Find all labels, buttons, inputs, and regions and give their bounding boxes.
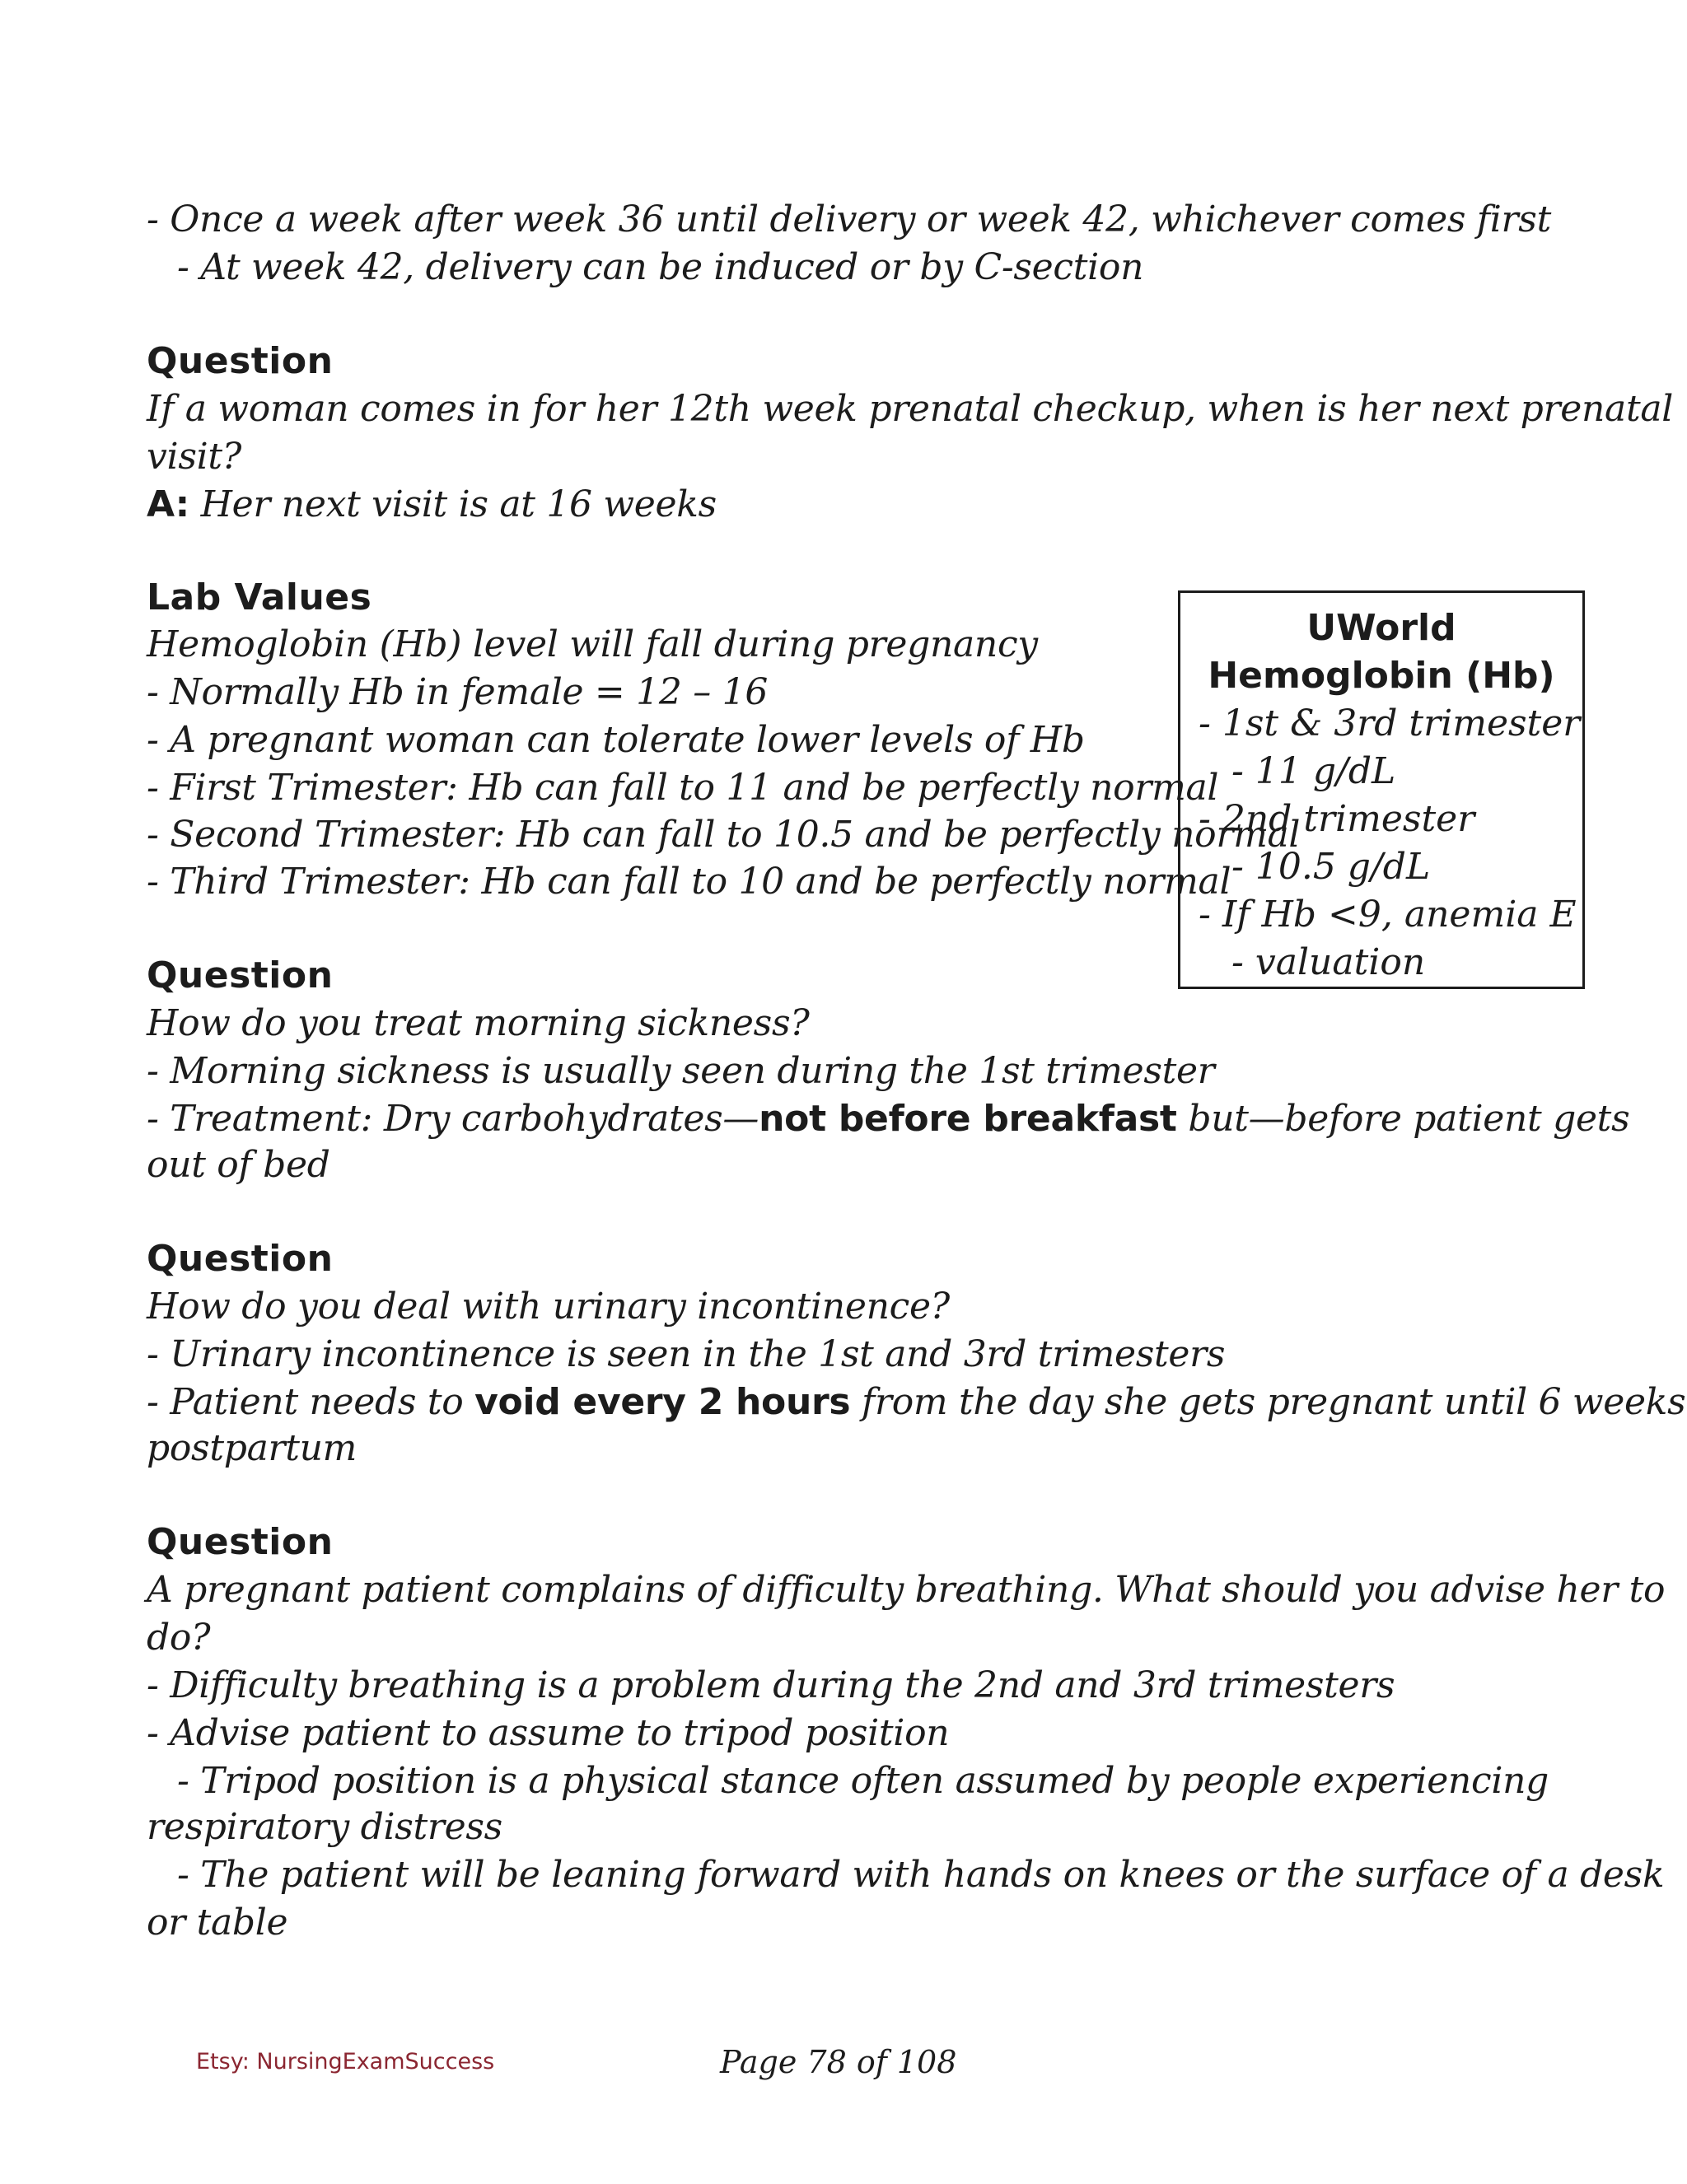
text-line: - Morning sickness is usually seen during the 1st trimester xyxy=(147,1050,1215,1092)
text-line: - Once a week after week 36 until delivery or week 42, whichever comes first xyxy=(147,198,1551,240)
sidebox-title: UWorld xyxy=(1306,607,1456,649)
emphasis-text: not before breakfast xyxy=(759,1098,1177,1140)
sidebox-item: - 2nd trimester xyxy=(1199,798,1475,840)
text-line: - At week 42, delivery can be induced or by C-section xyxy=(177,246,1144,288)
answer-text: Her next visit is at 16 weeks xyxy=(200,483,717,525)
text-line: - Urinary incontinence is seen in the 1st and 3rd trimesters xyxy=(147,1333,1226,1375)
text-line: - A pregnant woman can tolerate lower levels of Hb xyxy=(147,719,1085,761)
question-text: A pregnant patient complains of difficulty breathing. What should you advise her to xyxy=(147,1569,1666,1611)
question-text: How do you treat morning sickness? xyxy=(147,1002,810,1044)
uworld-sidebox xyxy=(1178,590,1585,989)
sidebox-item: - If Hb <9, anemia E xyxy=(1199,894,1577,936)
text-line: postpartum xyxy=(147,1427,357,1469)
question-text: How do you deal with urinary incontinence? xyxy=(147,1286,950,1328)
section-heading: Question xyxy=(147,954,334,996)
sidebox-subtitle: Hemoglobin (Hb) xyxy=(1208,655,1555,697)
section-heading: Lab Values xyxy=(147,576,372,618)
answer-label: A: xyxy=(147,483,189,525)
section-heading: Question xyxy=(147,340,334,382)
question-text: do? xyxy=(147,1617,211,1659)
page-number: Page 78 of 108 xyxy=(720,2044,957,2080)
footer-etsy: Etsy: NursingExamSuccess xyxy=(196,2049,495,2074)
text-segment: from the day she gets pregnant until 6 weeks xyxy=(850,1381,1686,1423)
text-segment: - Treatment: Dry carbohydrates— xyxy=(147,1098,759,1140)
text-line: or table xyxy=(147,1902,288,1944)
text-line: - Third Trimester: Hb can fall to 10 and be perfectly normal xyxy=(147,861,1231,903)
text-line: - Difficulty breathing is a problem during the 2nd and 3rd trimesters xyxy=(147,1664,1395,1706)
text-line: - Tripod position is a physical stance often assumed by people experiencing xyxy=(177,1760,1549,1802)
question-text: If a woman comes in for her 12th week prenatal checkup, when is her next prenatal xyxy=(147,388,1674,430)
text-line xyxy=(147,1095,1629,1143)
emphasis-text: void every 2 hours xyxy=(474,1381,851,1423)
sidebox-subitem: - valuation xyxy=(1231,941,1426,983)
text-segment: - Patient needs to xyxy=(147,1381,475,1423)
text-line xyxy=(147,1379,1685,1426)
text-line: - Advise patient to assume to tripod position xyxy=(147,1712,950,1754)
text-line: Hemoglobin (Hb) level will fall during pregnancy xyxy=(147,623,1038,665)
text-line: out of bed xyxy=(147,1144,330,1186)
text-line: - Normally Hb in female = 12 – 16 xyxy=(147,671,769,713)
sidebox-item: - 1st & 3rd trimester xyxy=(1199,702,1581,744)
section-heading: Question xyxy=(147,1238,334,1280)
text-segment: but—before patient gets xyxy=(1176,1098,1630,1140)
sidebox-subitem: - 10.5 g/dL xyxy=(1231,846,1431,888)
question-text: visit? xyxy=(147,436,242,478)
text-line: - The patient will be leaning forward with hands on knees or the surface of a desk xyxy=(177,1854,1665,1896)
answer-line xyxy=(147,481,717,529)
text-line: respiratory distress xyxy=(147,1806,502,1848)
sidebox-subitem: - 11 g/dL xyxy=(1231,750,1396,792)
text-line: - Second Trimester: Hb can fall to 10.5 and be perfectly normal xyxy=(147,814,1301,856)
section-heading: Question xyxy=(147,1521,334,1563)
text-line: - First Trimester: Hb can fall to 11 and be perfectly normal xyxy=(147,767,1219,809)
